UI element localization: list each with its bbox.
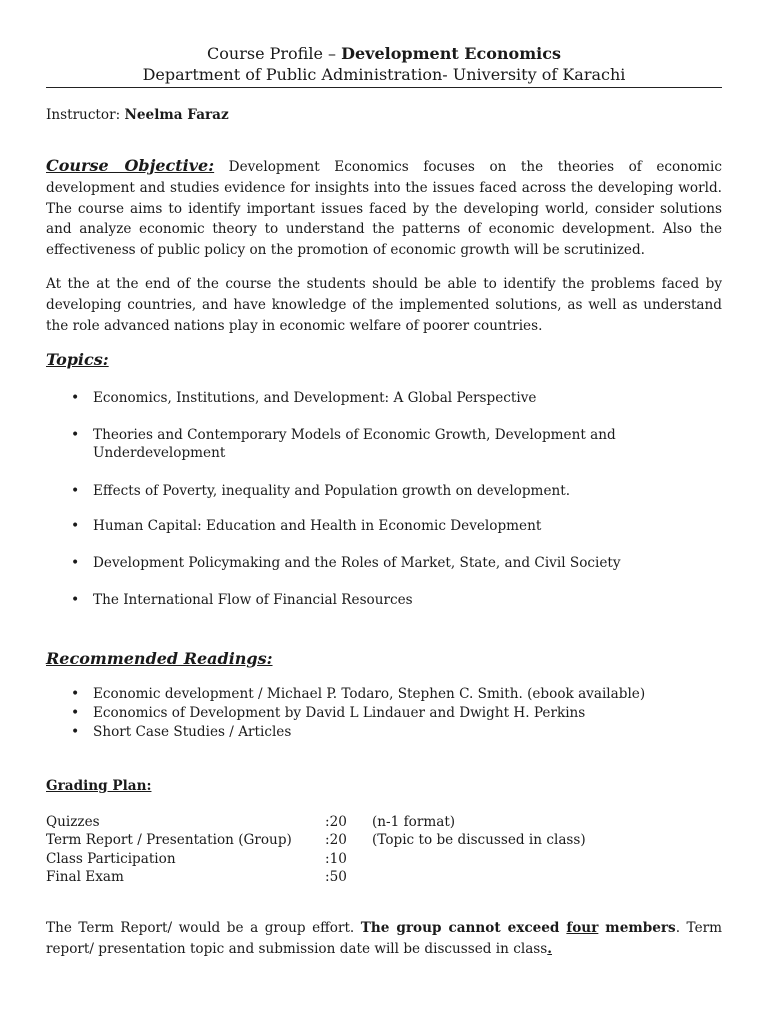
topic-item: • Human Capital: Education and Health in Economic Development [46, 517, 686, 535]
topic-item: • Effects of Poverty, inequality and Population growth on development. [46, 482, 686, 500]
grade-weight: :50 [325, 868, 347, 885]
document-header [46, 43, 722, 86]
topic-item: • Theories and Contemporary Models of Economic Growth, Development and Underdevelopment [46, 426, 686, 462]
course-objective-paragraph [46, 156, 722, 261]
department-line: Department of Public Administration- University of Karachi [142, 65, 626, 84]
grade-item: Final Exam [46, 868, 124, 885]
course-name: Development Economics [341, 44, 561, 63]
grade-item: Class Participation [46, 850, 176, 867]
reading-item: • Short Case Studies / Articles [46, 723, 686, 741]
topics-heading: Topics: [46, 350, 109, 369]
reading-item: • Economics of Development by David L Lindauer and Dwight H. Perkins [46, 704, 686, 722]
learning-outcome-paragraph: At the at the end of the course the students should be able to identify the problems faced by developing countries, and have knowledge of the implemented solutions, as well as understand the role advanced nations play in economic welfare of poorer countries. [46, 276, 722, 334]
grade-item: Quizzes [46, 814, 100, 830]
topic-item: • The International Flow of Financial Resources [46, 591, 686, 609]
grade-note [372, 850, 586, 868]
table-row [46, 868, 586, 886]
topic-item: • Development Policymaking and the Roles of Market, State, and Civil Society [46, 554, 686, 572]
reading-item: • Economic development / Michael P. Todaro, Stephen C. Smith. (ebook available) [46, 685, 686, 703]
grade-weight: :10 [325, 850, 347, 867]
grade-note: (n-1 format) [372, 814, 456, 830]
table-row [46, 831, 586, 849]
course-objective-text: Development Economics focuses on the theories of economic development and studies evidence for insights into the issues faced across the developing world. The course aims to identify important issues faced by the developing world, consider solutions and analyze economic theory to understand the patterns of economic development. Also the effectiveness of public policy on the promotion of economic growth will be scrutinized. [46, 159, 722, 259]
grading-table [46, 813, 586, 886]
grade-note: (Topic to be discussed in class) [372, 832, 586, 849]
table-row [46, 813, 586, 831]
grade-note [372, 868, 586, 886]
course-title: Course Profile – Development Economics [207, 44, 561, 63]
grade-item: Term Report / Presentation (Group) [46, 832, 292, 849]
instructor-line: Instructor: Neelma Faraz [46, 107, 229, 123]
topic-item: • Economics, Institutions, and Development: A Global Perspective [46, 389, 536, 407]
header-divider [46, 87, 722, 88]
readings-heading: Recommended Readings: [46, 649, 273, 668]
grade-weight: :20 [325, 832, 347, 849]
term-report-note: The Term Report/ would be a group effort. The group cannot exceed four members. Term report/ presentation topic and submission date will be discussed in class. [46, 920, 723, 957]
grade-weight: :20 [325, 814, 347, 830]
table-row [46, 850, 586, 868]
course-objective-label: Course Objective: [46, 156, 215, 175]
group-limit-text: The group cannot exceed four members [360, 920, 676, 936]
grading-plan-heading: Grading Plan: [46, 778, 152, 794]
instructor-name: Neelma Faraz [124, 107, 229, 123]
